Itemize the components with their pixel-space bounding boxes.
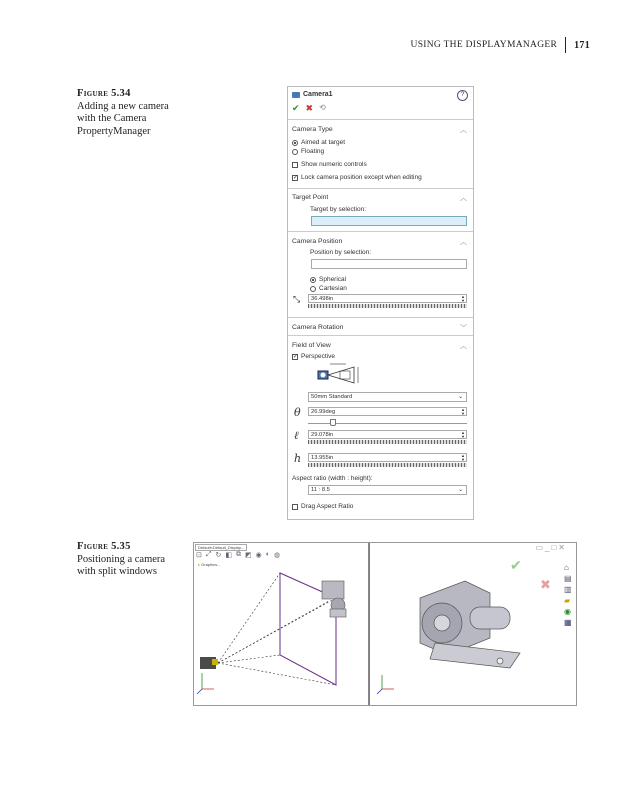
- rotate-icon[interactable]: ↻: [215, 552, 222, 559]
- drag-aspect-label: Drag Aspect Ratio: [301, 503, 354, 510]
- perspective-label: Perspective: [301, 353, 335, 360]
- running-header: [411, 37, 590, 53]
- confirmation-cancel-icon[interactable]: ✖: [540, 577, 551, 592]
- radio-unselected[interactable]: [292, 149, 298, 155]
- pushpin-icon[interactable]: ⟲: [319, 103, 326, 112]
- perspective-checkbox[interactable]: [292, 353, 335, 360]
- configuration-tab[interactable]: Default<Default_Display...: [195, 544, 247, 551]
- chevron-down-icon[interactable]: ﹀: [460, 325, 467, 332]
- camera-icon: [292, 92, 300, 98]
- chevron-up-icon[interactable]: ︿: [460, 195, 467, 202]
- section-view-icon[interactable]: ◧: [225, 552, 232, 559]
- radio-unselected[interactable]: [310, 286, 316, 292]
- length-input[interactable]: [308, 430, 467, 439]
- floating-label: Floating: [301, 148, 325, 155]
- camera-frustum-drawing: [194, 543, 368, 705]
- aspect-ratio-select[interactable]: [308, 485, 467, 495]
- scene-icon[interactable]: ◍: [273, 552, 281, 559]
- appearance-icon[interactable]: ◐: [265, 551, 270, 558]
- theta-symbol: θ: [294, 406, 301, 419]
- figure-caption-text: Positioning a camera with split windows: [77, 553, 166, 577]
- chevron-up-icon[interactable]: ︿: [460, 127, 467, 134]
- aimed-at-target-option[interactable]: [292, 139, 345, 146]
- left-viewport[interactable]: [194, 543, 369, 705]
- camera-type-section: [288, 119, 473, 184]
- checkbox-checked[interactable]: ✓: [293, 353, 299, 360]
- folder-icon: ▸: [198, 562, 201, 567]
- display-style-icon[interactable]: ◩: [244, 552, 252, 559]
- ell-symbol: ℓ: [294, 429, 299, 442]
- position-selection-box[interactable]: [311, 259, 467, 269]
- chevron-down-icon[interactable]: ⌄: [458, 487, 463, 493]
- field-of-view-section: [288, 335, 473, 520]
- height-slider[interactable]: [308, 463, 467, 467]
- part-model-large: [370, 543, 550, 705]
- radio-selected[interactable]: [292, 140, 298, 146]
- field-of-view-heading[interactable]: Field of View: [292, 342, 331, 349]
- aspect-ratio-value: 11 : 8.5: [311, 487, 330, 493]
- close-icon[interactable]: ✕: [558, 543, 567, 552]
- tree-item-label: Graphics...: [201, 562, 221, 567]
- length-value: 29.078in: [311, 432, 334, 438]
- distance-slider[interactable]: [308, 304, 467, 308]
- drag-aspect-checkbox[interactable]: [292, 503, 353, 510]
- spherical-option[interactable]: [310, 276, 346, 283]
- chevron-up-icon[interactable]: ︿: [460, 343, 467, 350]
- show-numeric-label: Show numeric controls: [301, 161, 367, 168]
- part-model-small: [322, 581, 346, 617]
- minimize-icon[interactable]: _: [545, 543, 552, 552]
- aimed-label: Aimed at target: [301, 139, 346, 146]
- angle-input[interactable]: [308, 407, 467, 416]
- target-point-heading[interactable]: Target Point: [292, 194, 329, 201]
- spherical-label: Spherical: [319, 276, 347, 283]
- ok-check-icon[interactable]: ✔: [292, 103, 300, 113]
- lens-value: 50mm Standard: [311, 394, 353, 400]
- home-icon[interactable]: ⌂: [564, 563, 569, 572]
- checkbox-unchecked[interactable]: [292, 504, 298, 510]
- checkbox-checked[interactable]: ✓: [293, 174, 299, 181]
- figure-534-caption: [77, 88, 177, 138]
- view-orientation-icon[interactable]: ⧉: [235, 551, 241, 558]
- cancel-x-icon[interactable]: ✖: [305, 103, 314, 113]
- chevron-up-icon[interactable]: ︿: [460, 239, 467, 246]
- help-icon[interactable]: ?: [457, 90, 468, 101]
- panel-title-text: Camera1: [303, 91, 333, 98]
- radio-selected[interactable]: [310, 277, 316, 283]
- target-selection-label: Target by selection:: [310, 206, 367, 213]
- field-of-view-diagram-icon: [316, 362, 366, 388]
- distance-arrow-icon: ⤡: [293, 294, 301, 304]
- cartesian-option[interactable]: [310, 285, 347, 292]
- checkbox-unchecked[interactable]: [292, 162, 298, 168]
- maximize-icon[interactable]: □: [551, 543, 559, 552]
- lock-position-label: Lock camera position except when editing: [301, 174, 422, 181]
- h-symbol: h: [294, 452, 302, 465]
- height-input[interactable]: [308, 453, 467, 462]
- position-selection-label: Position by selection:: [310, 249, 372, 256]
- header-divider: [565, 37, 566, 53]
- figure-label: Figure 5.35: [77, 541, 131, 552]
- restore-icon[interactable]: ▭: [535, 543, 545, 552]
- lock-position-checkbox[interactable]: [292, 174, 422, 181]
- slider-thumb[interactable]: [330, 419, 336, 426]
- length-slider[interactable]: [308, 440, 467, 444]
- target-point-section: [288, 188, 473, 232]
- running-title: USING THE DISPLAYMANAGER: [410, 40, 558, 50]
- library-icon[interactable]: ▤: [564, 574, 572, 583]
- aspect-ratio-label: Aspect ratio (width : height):: [292, 475, 373, 482]
- split-window-screenshot: [193, 542, 577, 706]
- zoom-area-icon[interactable]: ⤢: [205, 551, 212, 558]
- chevron-down-icon[interactable]: ⌄: [458, 394, 463, 400]
- camera-property-manager: [287, 86, 474, 520]
- figure-caption-text: Adding a new camera with the Camera PropertyManager: [77, 100, 169, 137]
- spin-arrows-icon[interactable]: ▲ ▼: [461, 407, 465, 416]
- spin-arrows-icon[interactable]: ▲ ▼: [461, 294, 465, 303]
- lens-select[interactable]: [308, 392, 467, 402]
- page-number: 171: [574, 39, 590, 51]
- custom-properties-icon[interactable]: ▦: [564, 618, 572, 627]
- show-numeric-checkbox[interactable]: [292, 161, 367, 168]
- distance-input[interactable]: [308, 294, 467, 303]
- folder-icon[interactable]: ▰: [564, 596, 571, 605]
- height-value: 13.955in: [311, 455, 334, 461]
- camera-rotation-heading[interactable]: Camera Rotation: [292, 324, 344, 331]
- camera-rotation-section: [288, 317, 473, 336]
- figure-label: Figure 5.34: [77, 88, 131, 99]
- camera-type-heading[interactable]: Camera Type: [292, 126, 333, 133]
- file-explorer-icon[interactable]: ▥: [564, 585, 572, 594]
- target-selection-box[interactable]: [311, 216, 467, 226]
- camera-position-heading[interactable]: Camera Position: [292, 238, 343, 245]
- zoom-icon[interactable]: ⊡: [196, 552, 202, 559]
- panel-actions: [292, 103, 326, 114]
- figure-535-caption: [77, 541, 177, 579]
- confirmation-check-icon[interactable]: ✔: [510, 557, 522, 573]
- angle-slider[interactable]: [308, 419, 467, 424]
- appearances-icon[interactable]: ◉: [564, 607, 571, 616]
- panel-title: [292, 91, 333, 98]
- distance-value: 36.498in: [311, 296, 334, 302]
- floating-option[interactable]: [292, 148, 324, 155]
- spin-arrows-icon[interactable]: ▲ ▼: [461, 430, 465, 439]
- camera-glyph: [200, 657, 218, 669]
- task-pane-tabs: [564, 563, 575, 627]
- right-viewport[interactable]: [369, 543, 577, 705]
- camera-position-section: [288, 231, 473, 318]
- hide-show-icon[interactable]: ◉: [255, 552, 262, 559]
- cartesian-label: Cartesian: [319, 285, 347, 292]
- angle-value: 26.99deg: [311, 409, 336, 415]
- spin-arrows-icon[interactable]: ▲ ▼: [461, 453, 465, 462]
